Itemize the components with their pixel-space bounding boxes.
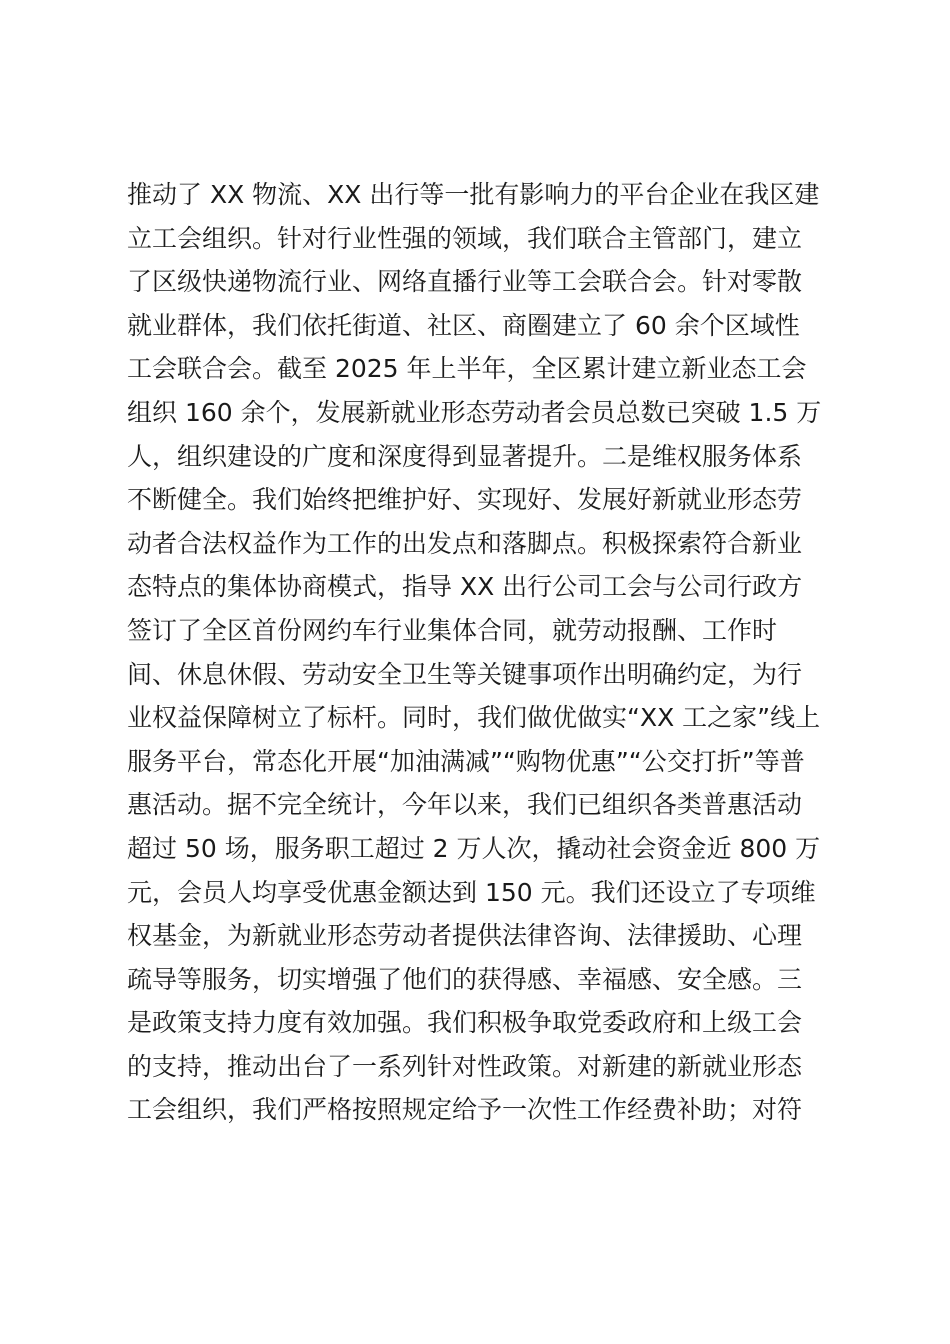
body-paragraph <box>127 173 847 1132</box>
text-line: 立工会组织。针对行业性强的领域，我们联合主管部门，建立 <box>127 223 803 253</box>
text-line: 权基金，为新就业形态劳动者提供法律咨询、法律援助、心理 <box>127 921 803 951</box>
text-line: 组织 160 余个，发展新就业形态劳动者会员总数已突破 1.5 万 <box>127 397 822 427</box>
text-line: 是政策支持力度有效加强。我们积极争取党委政府和上级工会 <box>127 1008 803 1038</box>
text-line: 工会联合会。截至 2025 年上半年，全区累计建立新业态工会 <box>127 354 807 384</box>
text-line: 就业群体，我们依托街道、社区、商圈建立了 60 余个区域性 <box>127 310 800 340</box>
text-line: 了区级快递物流行业、网络直播行业等工会联合会。针对零散 <box>127 267 803 297</box>
text-line: 疏导等服务，切实增强了他们的获得感、幸福感、安全感。三 <box>127 964 803 994</box>
text-line: 动者合法权益作为工作的出发点和落脚点。积极探索符合新业 <box>127 528 803 558</box>
text-line: 服务平台，常态化开展“加油满减”“购物优惠”“公交打折”等普 <box>127 746 805 776</box>
text-line: 业权益保障树立了标杆。同时，我们做优做实“XX 工之家”线上 <box>127 703 821 733</box>
text-line: 超过 50 场，服务职工超过 2 万人次，撬动社会资金近 800 万 <box>127 833 821 863</box>
text-line: 间、休息休假、劳动安全卫生等关键事项作出明确约定，为行 <box>127 659 803 689</box>
text-line: 不断健全。我们始终把维护好、实现好、发展好新就业形态劳 <box>127 485 803 515</box>
text-line: 推动了 XX 物流、XX 出行等一批有影响力的平台企业在我区建 <box>127 180 820 209</box>
text-line: 元，会员人均享受优惠金额达到 150 元。我们还设立了专项维 <box>127 877 816 907</box>
text-line: 态特点的集体协商模式，指导 XX 出行公司工会与公司行政方 <box>127 572 803 602</box>
text-line: 工会组织，我们严格按照规定给予一次性工作经费补助；对符 <box>127 1095 803 1125</box>
text-line: 人，组织建设的广度和深度得到显著提升。二是维权服务体系 <box>127 441 803 471</box>
text-line: 的支持，推动出台了一系列针对性政策。对新建的新就业形态 <box>127 1051 803 1081</box>
text-line: 签订了全区首份网约车行业集体合同，就劳动报酬、工作时 <box>127 615 778 645</box>
text-line: 惠活动。据不完全统计，今年以来，我们已组织各类普惠活动 <box>127 790 803 820</box>
